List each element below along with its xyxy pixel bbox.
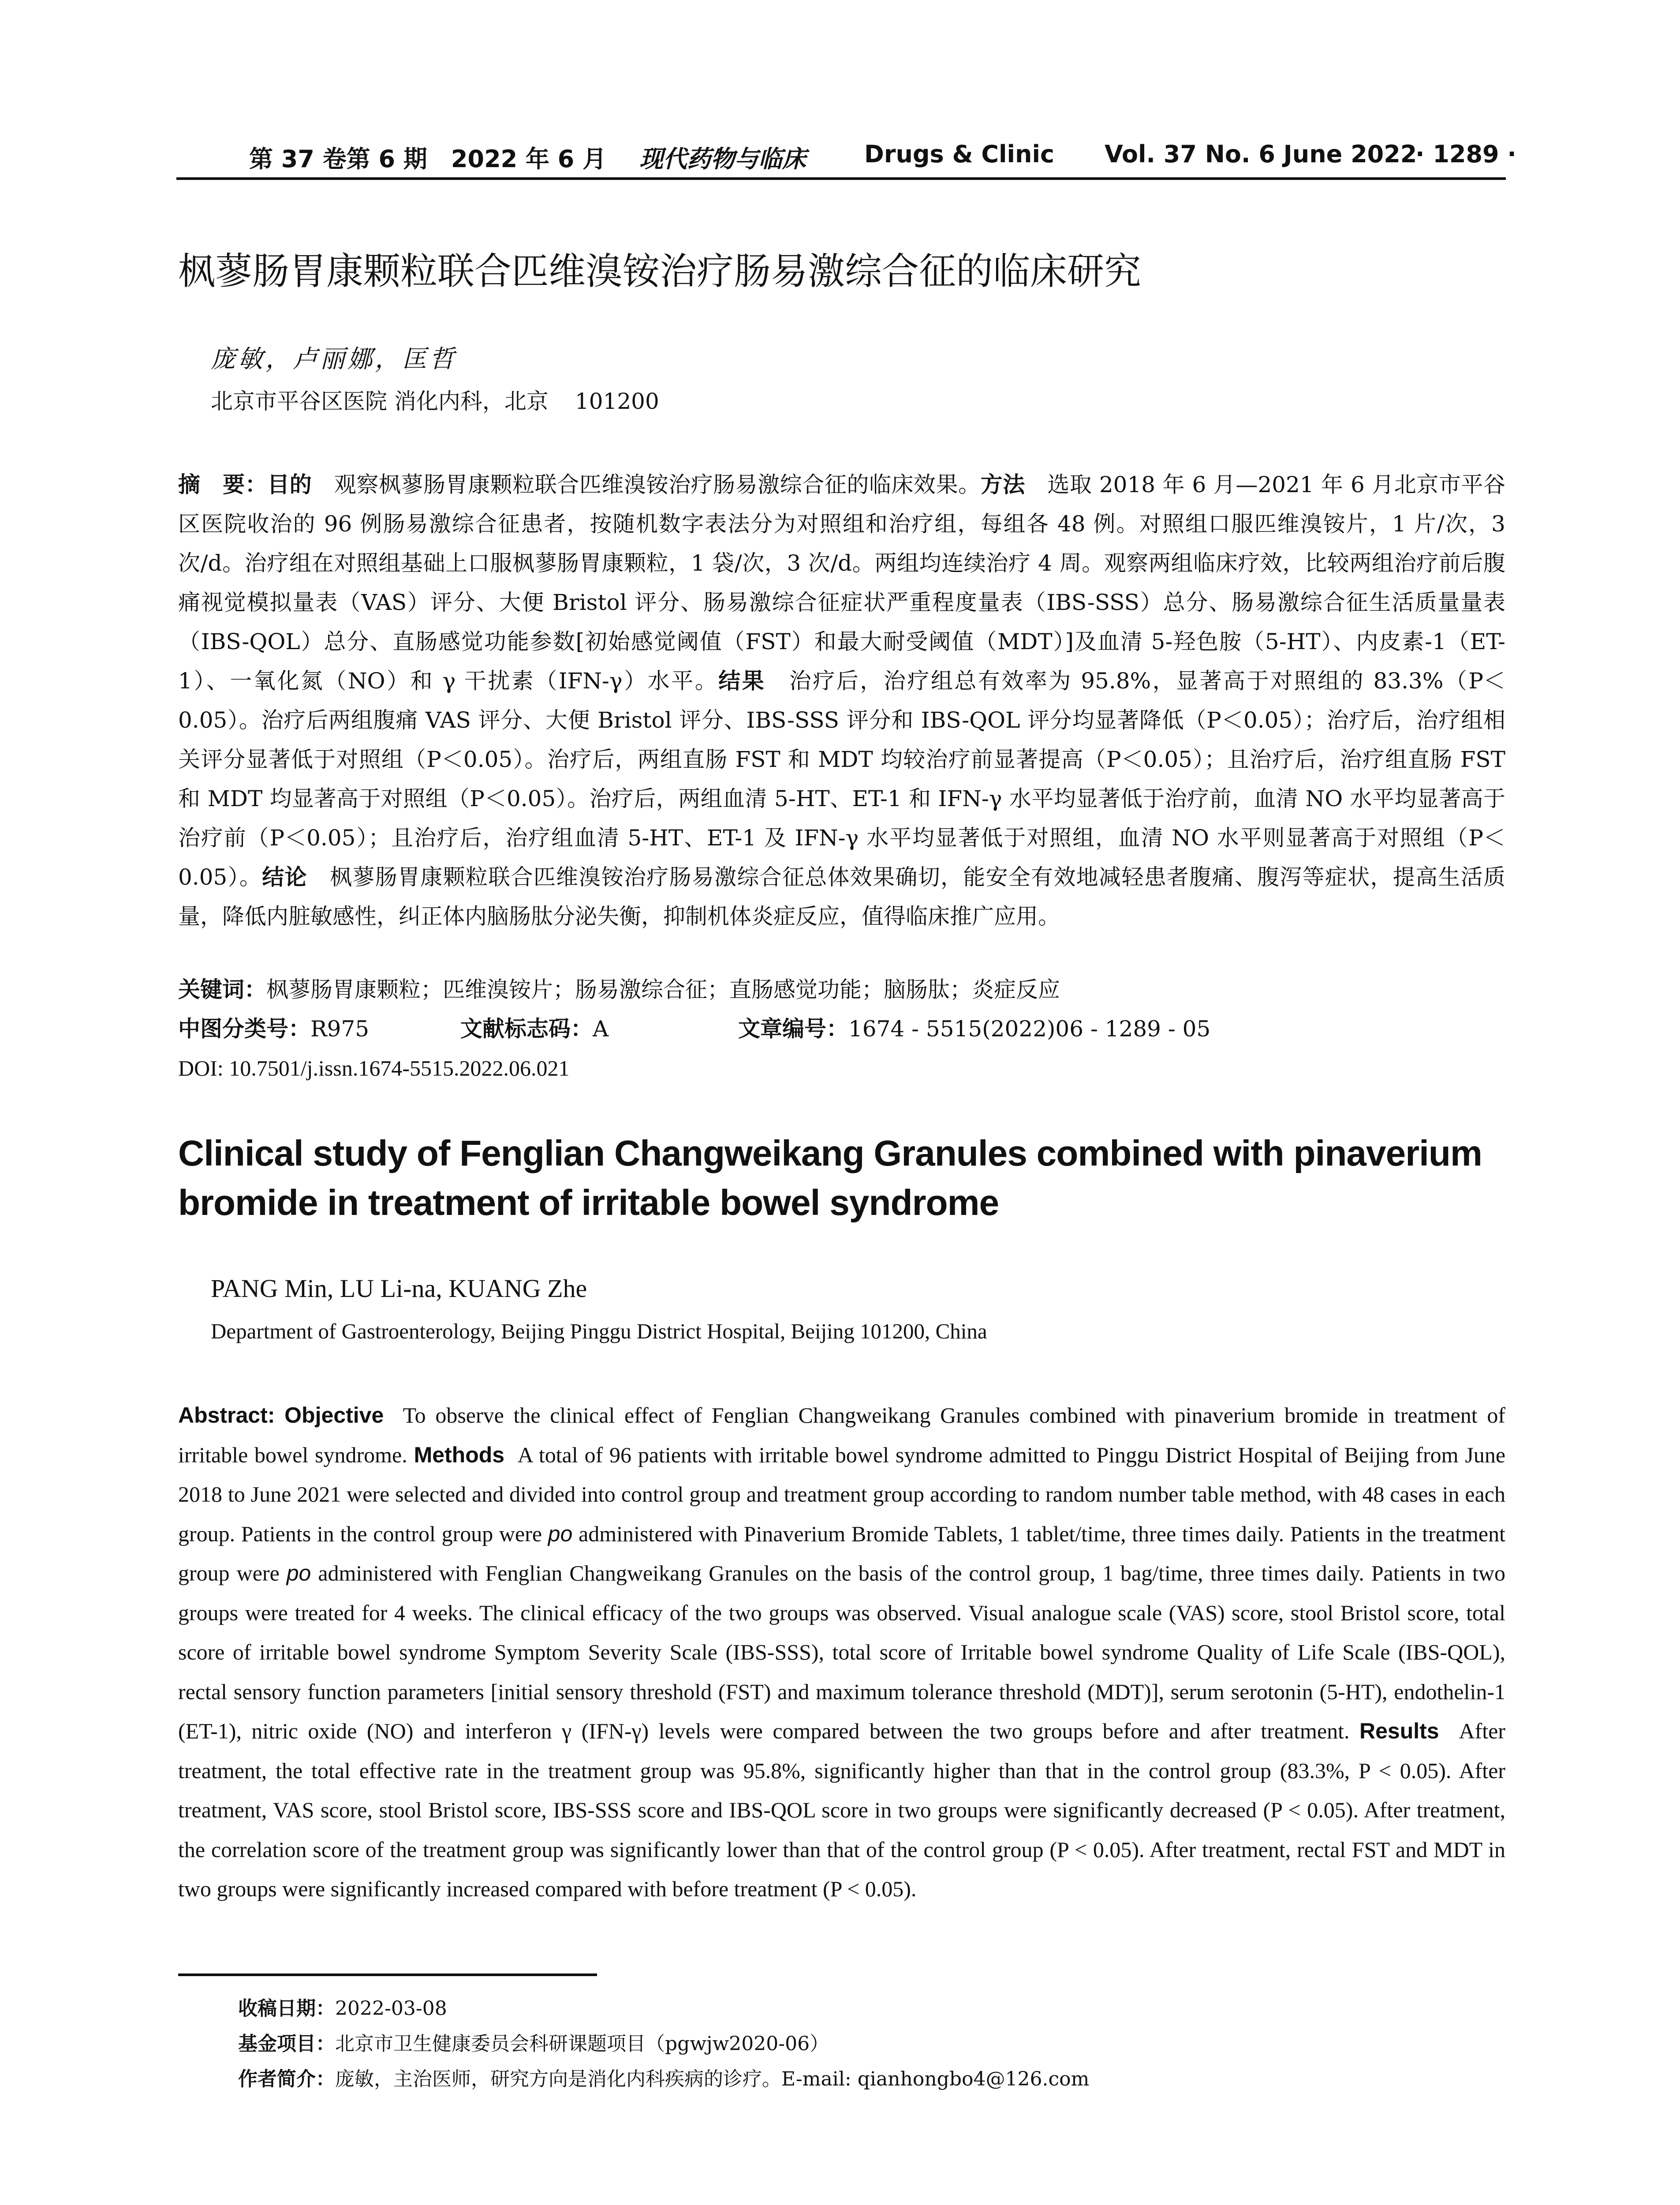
doc-code-label: 文献标志码： (460, 1016, 593, 1042)
header-page-number: · 1289 · (1415, 140, 1516, 168)
footnote-fund (238, 2031, 1473, 2057)
methods-en-text-1: A total of 96 patients with irritable bowel syndrome admitted to Pinggu District Hospital of Beijing from June 2018 to June 2021 were selected and divided into control group and treatment group according to random number table method, with 48 cases in each group. Patients in the control group were (178, 1442, 1506, 1546)
results-en-text: After treatment, the total effective rate in the treatment group was 95.8%, significantly higher than that in the control group (83.3%, P < 0.05). After treatment, VAS score, stool Bristol score, IBS-SSS score and IBS-QOL score in two groups were significantly decreased (P < 0.05). After treatment, the correlation score of the treatment group was significantly lower than that of the control group (P < 0.05). After treatment, rectal FST and MDT in two groups were significantly increased compared with before treatment (P < 0.05). (178, 1719, 1506, 1901)
clc-label: 中图分类号： (178, 1016, 310, 1042)
header-rule (176, 177, 1506, 180)
authors-cn: 庞敏，卢丽娜，匡哲 (211, 345, 457, 374)
po-abbrev-2: po (286, 1561, 311, 1585)
article-number-value: 1674 - 5515(2022)06 - 1289 - 05 (848, 1016, 1211, 1042)
keywords-cn-label: 关键词： (178, 977, 266, 1002)
header-issue-en: Vol. 37 No. 6 June 2022 (1105, 140, 1417, 168)
objective-en-label: Objective (284, 1403, 384, 1428)
objective-cn-label: 目的 (267, 472, 312, 497)
results-cn-label: 结果 (718, 668, 766, 694)
abstract-en-label: Abstract: (178, 1403, 275, 1428)
fund-label: 基金项目： (238, 2033, 335, 2055)
clc-value: R975 (310, 1016, 370, 1042)
methods-en-label: Methods (414, 1442, 505, 1467)
author-bio-label: 作者简介： (238, 2068, 335, 2090)
classification-line (178, 1009, 1505, 1049)
keywords-cn (178, 970, 1505, 1009)
doc-code-value: A (593, 1016, 609, 1042)
conclusion-cn-text: 枫蓼肠胃康颗粒联合匹维溴铵治疗肠易激综合征总体效果确切，能安全有效地减轻患者腹痛、腹泻等症状，提高生活质量，降低内脏敏感性，纠正体内脑肠肽分泌失衡，抑制机体炎症反应，值得临床推广应用。 (178, 864, 1506, 929)
authors-en: PANG Min, LU Li-na, KUANG Zhe (211, 1274, 587, 1303)
objective-en-text: To observe the clinical effect of Fenglian Changweikang Granules combined with pinaverium bromide in treatment of irritable bowel syndrome. (178, 1403, 1506, 1467)
abstract-cn-label: 摘 要： (178, 472, 268, 497)
doi: DOI: 10.7501/j.issn.1674-5515.2022.06.021 (178, 1056, 570, 1080)
running-header (176, 140, 1516, 180)
results-en-label: Results (1359, 1719, 1439, 1743)
po-abbrev-1: po (548, 1521, 573, 1546)
header-journal-cn: 现代药物与临床 (639, 145, 806, 173)
article-title-cn: 枫蓼肠胃康颗粒联合匹维溴铵治疗肠易激综合征的临床研究 (178, 250, 1142, 293)
affiliation-cn (211, 384, 659, 415)
header-journal-en: Drugs & Clinic (864, 140, 1054, 168)
keywords-cn-text: 枫蓼肠胃康颗粒；匹维溴铵片；肠易激综合征；直肠感觉功能；脑肠肽；炎症反应 (266, 977, 1060, 1002)
header-issue-cn: 第 37 卷第 6 期 2022 年 6 月 (249, 145, 607, 173)
fund-text: 北京市卫生健康委员会科研课题项目（pgwjw2020-06） (335, 2033, 829, 2055)
affiliation-cn-zip: 101200 (575, 389, 659, 414)
article-number-label: 文章编号： (738, 1016, 848, 1042)
footnote-rule (178, 1973, 597, 1976)
author-bio-text: 庞敏，主治医师，研究方向是消化内科疾病的诊疗。E-mail: qianhongbo4@126.com (335, 2068, 1090, 2090)
footnote-author (238, 2066, 1473, 2093)
received-label: 收稿日期： (238, 1997, 335, 2020)
methods-cn-label: 方法 (980, 472, 1025, 497)
article-title-en: Clinical study of Fenglian Changweikang Granules combined with pinaverium bromide in treatment of irritable bowel syndrome (178, 1133, 1482, 1223)
conclusion-cn-label: 结论 (262, 864, 307, 890)
abstract-en (178, 1396, 1505, 1909)
abstract-cn (178, 465, 1505, 936)
objective-cn-text: 观察枫蓼肠胃康颗粒联合匹维溴铵治疗肠易激综合征的临床效果。 (334, 472, 981, 497)
results-cn-text: 治疗后，治疗组总有效率为 95.8%，显著高于对照组的 83.3%（P＜0.05）。治疗后两组腹痛 VAS 评分、大便 Bristol 评分、IBS-SSS 评分和 IBS-QOL 评分均显著降低（P＜0.05）；治疗后，治疗组相关评分显著低于对照组（P＜0.05）。治疗后，两组直肠 FST 和 MDT 均较治疗前显著提高（P＜0.05）；且治疗后，治疗组直肠 FST 和 MDT 均显著高于对照组（P＜0.05）。治疗后，两组血清 5-HT、ET-1 和 IFN-γ 水平均显著低于治疗前，血清 NO 水平均显著高于治疗前（P＜0.05）；且治疗后，治疗组血清 5-HT、ET-1 及 IFN-γ 水平均显著低于对照组，血清 NO 水平则显著高于对照组（P＜0.05）。 (178, 668, 1506, 890)
affiliation-cn-text: 北京市平谷区医院 消化内科，北京 (211, 389, 549, 414)
affiliation-en: Department of Gastroenterology, Beijing Pinggu District Hospital, Beijing 101200, China (211, 1319, 987, 1343)
methods-en-text-3: administered with Fenglian Changweikang Granules on the basis of the control group, 1 bag/time, three times daily. Patients in two groups were treated for 4 weeks. The clinical efficacy of the two groups was observed. Visual analogue scale (VAS) score, stool Bristol score, total score of irritable bowel syndrome Symptom Severity Scale (IBS-SSS), total score of Irritable bowel syndrome Quality of Life Scale (IBS-QOL), rectal sensory function parameters [initial sensory threshold (FST) and maximum tolerance threshold (MDT)], serum serotonin (5-HT), endothelin-1 (ET-1), nitric oxide (NO) and interferon γ (IFN-γ) levels were compared between the two groups before and after treatment. (178, 1561, 1505, 1743)
footnote-received (238, 1996, 1473, 2022)
methods-en-text-2: administered with Pinaverium Bromide Tablets, 1 tablet/time, three times daily. Patients in the treatment group were (178, 1521, 1506, 1585)
methods-cn-text: 选取 2018 年 6 月—2021 年 6 月北京市平谷区医院收治的 96 例肠易激综合征患者，按随机数字表法分为对照组和治疗组，每组各 48 例。对照组口服匹维溴铵片，1 片/次，3 次/d。治疗组在对照组基础上口服枫蓼肠胃康颗粒，1 袋/次，3 次/d。两组均连续治疗 4 周。观察两组临床疗效，比较两组治疗前后腹痛视觉模拟量表（VAS）评分、大便 Bristol 评分、肠易激综合征症状严重程度量表（IBS-SSS）总分、肠易激综合征生活质量量表（IBS-QOL）总分、直肠感觉功能参数[初始感觉阈值（FST）和最大耐受阈值（MDT）]及血清 5-羟色胺（5-HT）、内皮素-1（ET-1）、一氧化氮（NO）和 γ 干扰素（IFN-γ）水平。 (178, 472, 1505, 694)
received-date: 2022-03-08 (335, 1997, 447, 2020)
